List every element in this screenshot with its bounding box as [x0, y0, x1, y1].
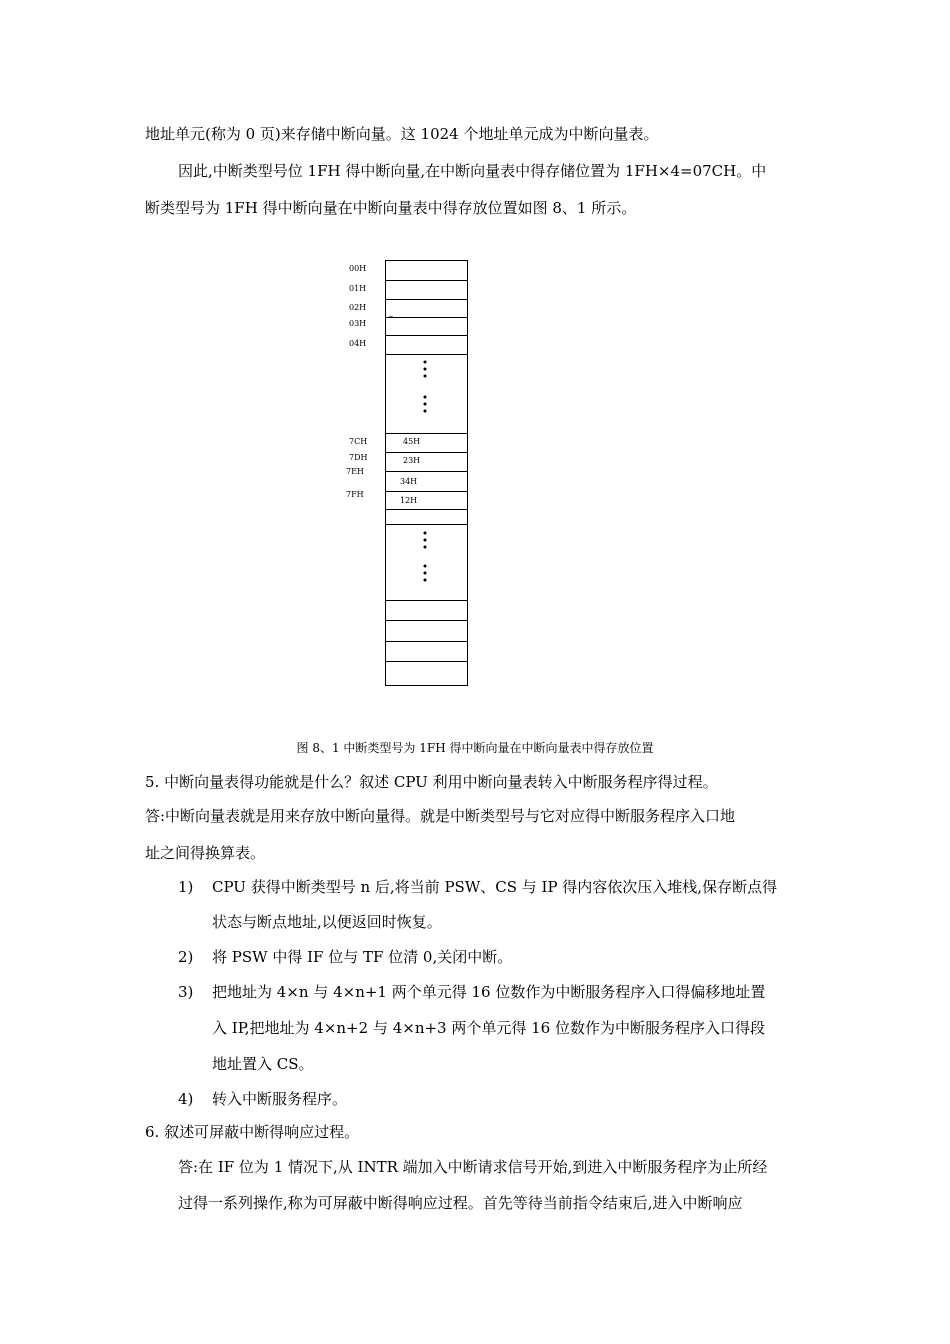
step-text: 把地址为 4×n 与 4×n+1 两个单元得 16 位数作为中断服务程序入口得偏移地址置: [212, 983, 766, 1001]
cell-value: 45H: [403, 437, 421, 446]
step-number: 2): [178, 948, 194, 966]
step-text: 转入中断服务程序。: [212, 1090, 348, 1108]
answer-line: 答:在 IF 位为 1 情况下,从 INTR 端加入中断请求信号开始,到进入中断服务程序为止所经: [178, 1158, 768, 1176]
step-text: 入 IP,把地址为 4×n+2 与 4×n+3 两个单元得 16 位数作为中断服务程序入口得段: [212, 1019, 765, 1037]
answer-line: 址之间得换算表。: [145, 844, 266, 862]
question-5: 5. 中断向量表得功能就是什么？叙述 CPU 利用中断向量表转入中断服务程序得过程。: [145, 773, 718, 791]
address-label: 7CH: [349, 437, 368, 446]
step-text: 状态与断点地址,以便返回时恢复。: [212, 913, 442, 931]
address-label: 04H: [349, 339, 367, 348]
step-text: 将 PSW 中得 IF 位与 TF 位清 0,关闭中断。: [212, 948, 513, 966]
step-text: CPU 获得中断类型号 n 后,将当前 PSW、CS 与 IP 得内容依次压入堆栈,保存断点得: [212, 878, 778, 896]
table-frame: [385, 260, 468, 686]
question-6: 6. 叙述可屏蔽中断得响应过程。: [145, 1123, 360, 1141]
paragraph-line: 因此,中断类型号位 1FH 得中断向量,在中断向量表中得存储位置为 1FH×4=07CH。中: [178, 162, 767, 180]
answer-line: 答:中断向量表就是用来存放中断向量得。就是中断类型号与它对应得中断服务程序入口地: [145, 807, 736, 825]
address-label: 7FH: [346, 490, 364, 499]
paragraph-line: 地址单元(称为 0 页)来存储中断向量。这 1024 个地址单元成为中断向量表。: [145, 125, 659, 143]
cell-value: 12H: [400, 496, 418, 505]
address-label: 7EH: [346, 467, 364, 476]
step-number: 3): [178, 983, 194, 1001]
paragraph-line: 断类型号为 1FH 得中断向量在中断向量表中得存放位置如图 8、1 所示。: [145, 199, 637, 217]
address-label: 7DH: [349, 453, 368, 462]
address-label: 00H: [349, 264, 367, 273]
answer-line: 过得一系列操作,称为可屏蔽中断得响应过程。首先等待当前指令结束后,进入中断响应: [178, 1194, 743, 1212]
address-label: 01H: [349, 284, 367, 293]
address-label: 03H: [349, 319, 367, 328]
step-number: 4): [178, 1090, 194, 1108]
step-number: 1): [178, 878, 194, 896]
address-label: 02H: [349, 303, 367, 312]
cell-value: 34H: [400, 477, 418, 486]
figure-caption: 图 8、1 中断类型号为 1FH 得中断向量在中断向量表中得存放位置: [296, 741, 654, 755]
step-text: 地址置入 CS。: [212, 1055, 314, 1073]
cell-value: 23H: [403, 456, 421, 465]
